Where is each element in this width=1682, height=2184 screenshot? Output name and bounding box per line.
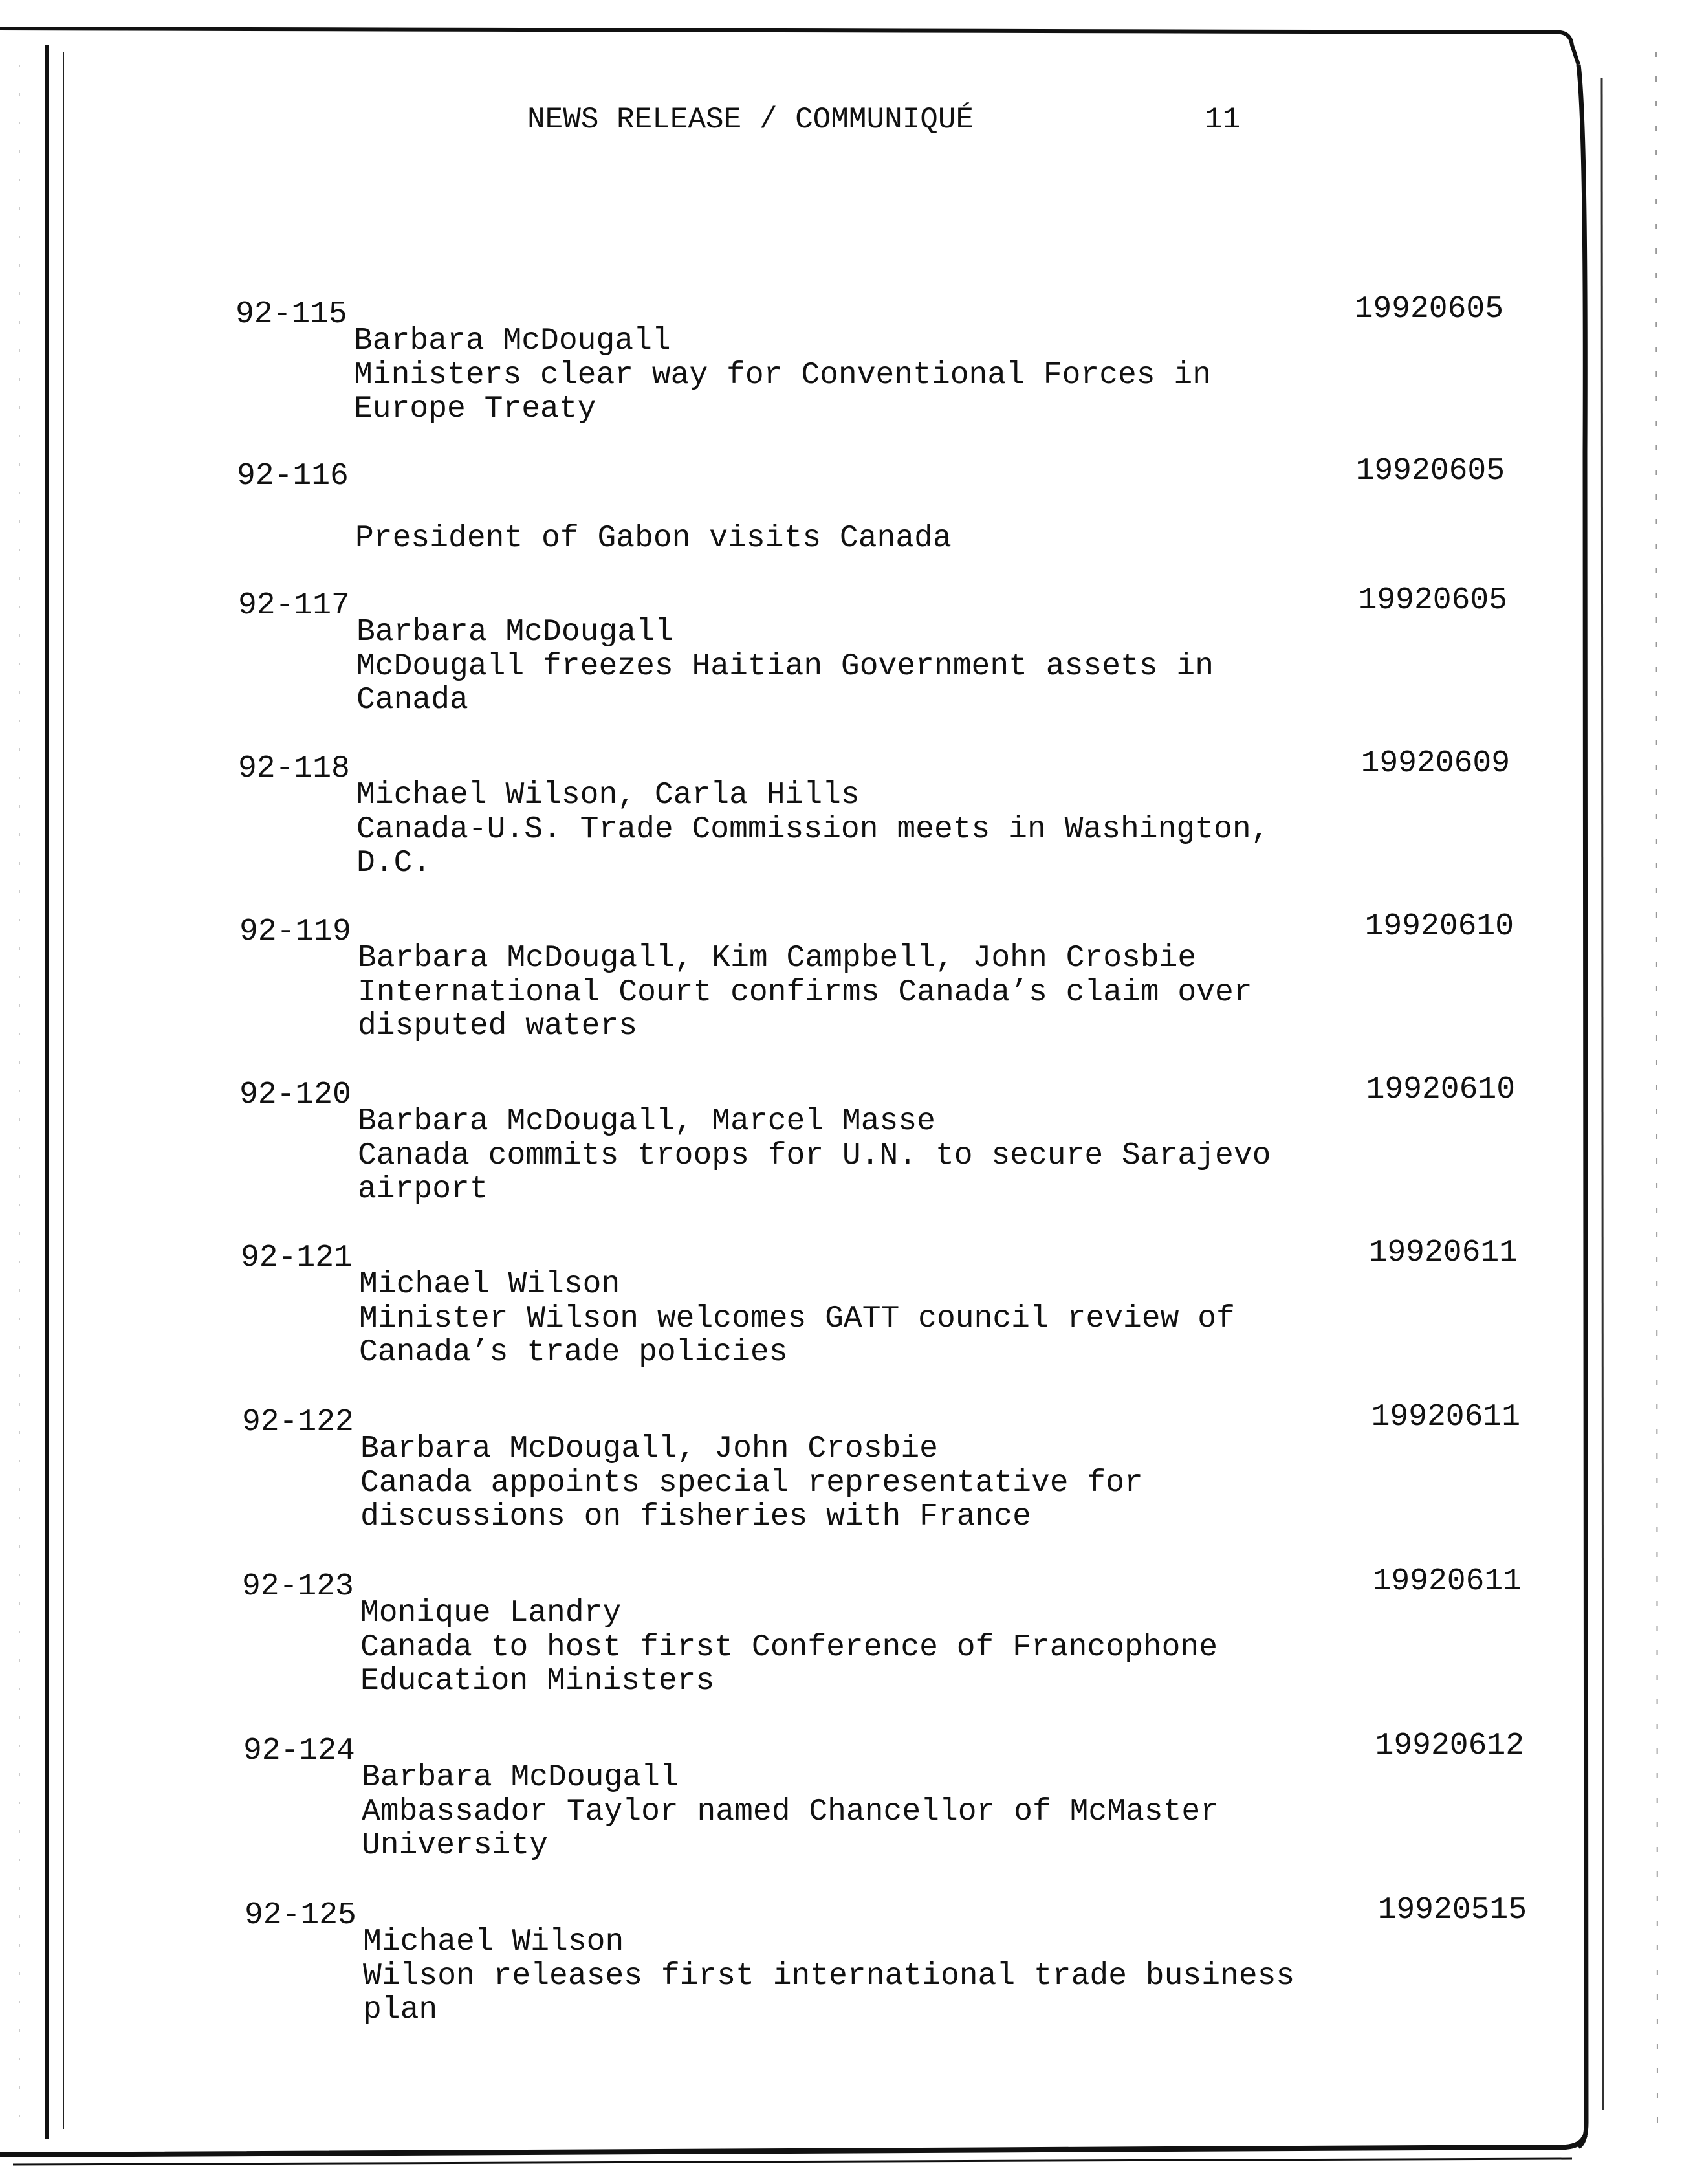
- release-date: 19920611: [1371, 1400, 1520, 1435]
- release-number: 92-123: [242, 1569, 354, 1604]
- release-number: 92-116: [237, 459, 349, 494]
- release-date: 19920612: [1375, 1728, 1524, 1763]
- release-ministers: Barbara McDougall: [356, 615, 673, 650]
- release-entry: [242, 1400, 1520, 1553]
- release-number: 92-121: [241, 1241, 353, 1275]
- release-entry: [245, 1893, 1527, 2046]
- release-title: McDougall freezes Haitian Government assets in Canada: [356, 649, 1214, 718]
- page-number: 11: [1205, 103, 1241, 137]
- release-entry: [238, 746, 1510, 899]
- release-entry: [239, 1072, 1515, 1226]
- release-entry: [242, 1564, 1522, 1717]
- release-ministers: Monique Landry: [360, 1596, 622, 1631]
- release-date: 19920605: [1358, 583, 1507, 618]
- release-ministers: Barbara McDougall: [362, 1760, 679, 1795]
- release-title: Wilson releases first international trade business plan: [363, 1959, 1295, 2027]
- release-date: 19920610: [1364, 909, 1514, 944]
- release-title: Canada commits troops for U.N. to secure Sarajevo airport: [358, 1138, 1271, 1207]
- release-entry: [243, 1728, 1524, 1882]
- release-ministers: Barbara McDougall, Marcel Masse: [358, 1104, 935, 1139]
- release-title: International Court confirms Canada’s claim over disputed waters: [358, 975, 1252, 1044]
- release-title: Canada to host first Conference of Francophone Education Ministers: [360, 1630, 1218, 1699]
- release-ministers: Barbara McDougall: [354, 324, 671, 358]
- release-ministers: Barbara McDougall, Kim Campbell, John Crosbie: [358, 941, 1197, 976]
- release-entry: [239, 909, 1514, 1063]
- release-ministers: Barbara McDougall, John Crosbie: [360, 1431, 938, 1466]
- release-number: 92-120: [239, 1077, 351, 1112]
- release-date: 19920611: [1368, 1235, 1518, 1270]
- header-title: NEWS RELEASE / COMMUNIQUÉ: [527, 103, 974, 137]
- release-entry: [241, 1235, 1518, 1389]
- release-number: 92-124: [243, 1734, 355, 1769]
- release-date: 19920605: [1355, 454, 1505, 489]
- release-number: 92-122: [242, 1405, 354, 1440]
- release-date: 19920609: [1360, 746, 1510, 781]
- release-number: 92-118: [238, 751, 350, 786]
- release-ministers: Michael Wilson: [359, 1267, 620, 1302]
- release-number: 92-125: [245, 1898, 356, 1933]
- release-entry: [238, 583, 1507, 736]
- release-ministers: Michael Wilson, Carla Hills: [356, 778, 860, 813]
- release-title: Ministers clear way for Conventional Forces in Europe Treaty: [354, 358, 1212, 426]
- release-number: 92-119: [239, 914, 351, 949]
- release-entry: [237, 454, 1505, 607]
- release-date: 19920515: [1377, 1893, 1527, 1928]
- release-title: Minister Wilson welcomes GATT council review of Canada’s trade policies: [359, 1301, 1235, 1370]
- release-title: President of Gabon visits Canada: [355, 521, 952, 556]
- release-title: Ambassador Taylor named Chancellor of McMaster University: [362, 1794, 1219, 1863]
- release-number: 92-115: [235, 297, 347, 332]
- release-title: Canada appoints special representative for discussions on fisheries with France: [360, 1466, 1143, 1534]
- release-date: 19920611: [1372, 1564, 1522, 1599]
- release-date: 19920605: [1354, 292, 1503, 327]
- release-ministers: Michael Wilson: [363, 1925, 624, 1959]
- release-title: Canada-U.S. Trade Commission meets in Washington, D.C.: [356, 812, 1270, 881]
- release-entry: [235, 292, 1503, 445]
- release-number: 92-117: [238, 588, 350, 623]
- release-date: 19920610: [1366, 1072, 1515, 1107]
